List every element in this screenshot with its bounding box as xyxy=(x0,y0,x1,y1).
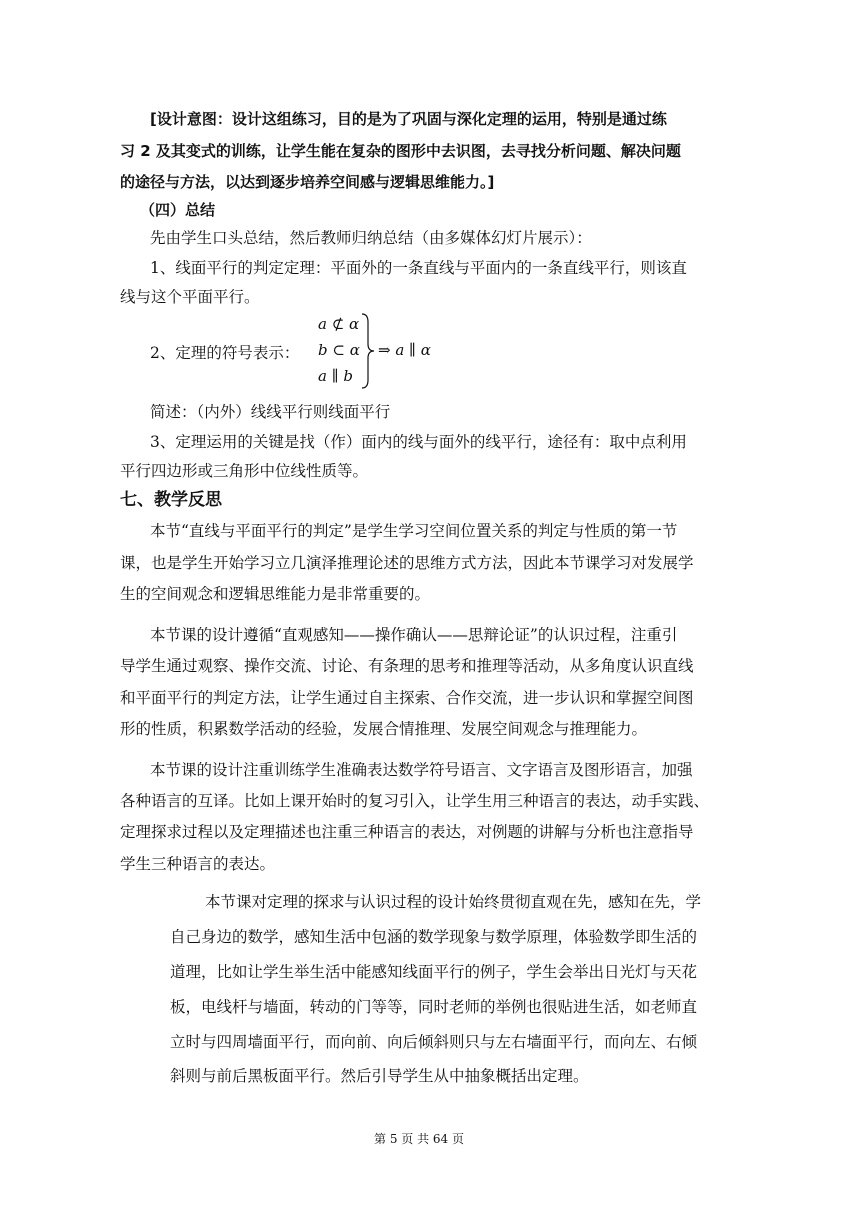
right-brace-icon xyxy=(360,312,376,390)
reflection-p2-line-1: 本节课的设计遵循“直观感知——操作确认——思辩论证”的认识过程，注重引 xyxy=(150,626,678,644)
summary-heading: （四）总结 xyxy=(140,201,216,219)
design-intent-line-2: 习 2 及其变式的训练，让学生能在复杂的图形中去识图，去寻找分析问题、解决问题 xyxy=(120,142,681,160)
reflection-p4-line-5: 立时与四周墙面平行，而向前、向后倾斜则只与左右墙面平行，而向左、右倾 xyxy=(170,1033,698,1051)
reflection-p4-line-6: 斜则与前后黑板面平行。然后引导学生从中抽象概括出定理。 xyxy=(170,1067,589,1085)
reflection-p4-line-1: 本节课对定理的探求与认识过程的设计始终贯彻直观在先，感知在先，学 xyxy=(205,893,702,911)
design-intent-line-3: 的途径与方法，以达到逐步培养空间感与逻辑思维能力。] xyxy=(120,173,495,191)
summary-item1-line1: 1、线面平行的判定定理：平面外的一条直线与平面内的一条直线平行，则该直 xyxy=(150,259,687,277)
summary-brief: 简述：（内外）线线平行则线面平行 xyxy=(150,403,391,421)
reflection-p3-line-2: 各种语言的互译。比如上课开始时的复习引入，让学生用三种语言的表达，动手实践、 xyxy=(120,792,710,810)
reflection-p4-line-4: 板，电线杆与墙面，转动的门等等，同时老师的举例也很贴进生活，如老师直 xyxy=(170,998,698,1016)
reflection-p3-line-4: 学生三种语言的表达。 xyxy=(120,855,276,873)
summary-item3-line1: 3、定理运用的关键是找（作）面内的线与面外的线平行，途径有：取中点利用 xyxy=(150,433,687,451)
reflection-p1-line-2: 课，也是学生开始学习立几演泽推理论述的思维方式方法，因此本节课学习对发展学 xyxy=(120,554,694,572)
reflection-p2-line-3: 和平面平行的判定方法，让学生通过自主探索、合作交流，进一步认识和掌握空间图 xyxy=(120,689,694,707)
summary-item3-line2: 平行四边形或三角形中位线性质等。 xyxy=(120,462,369,480)
formula-condition-3: a ∥ b xyxy=(318,367,354,385)
reflection-p3-line-1: 本节课的设计注重训练学生准确表达数学符号语言、文字语言及图形语言，加强 xyxy=(150,761,693,779)
reflection-heading: 七、教学反思 xyxy=(120,490,222,510)
summary-item1-line2: 线与这个平面平行。 xyxy=(120,288,260,306)
page-footer: 第 5 页 共 64 页 xyxy=(374,1132,464,1146)
formula-condition-2: b ⊂ α xyxy=(318,341,360,359)
reflection-p4-line-2: 自己身边的数学，感知生活中包涵的数学现象与数学原理，体验数学即生活的 xyxy=(170,928,698,946)
reflection-p4-line-3: 道理，比如让学生举生活中能感知线面平行的例子，学生会举出日光灯与天花 xyxy=(170,963,698,981)
formula-result: ⇒ a ∥ α xyxy=(378,341,431,359)
formula-condition-1: a ⊄ α xyxy=(318,315,360,333)
summary-intro: 先由学生口头总结，然后教师归纳总结（由多媒体幻灯片展示）： xyxy=(150,229,592,247)
reflection-p1-line-3: 生的空间观念和逻辑思维能力是非常重要的。 xyxy=(120,585,431,603)
summary-item2-label: 2、定理的符号表示： xyxy=(150,344,300,362)
reflection-p2-line-2: 导学生通过观察、操作交流、讨论、有条理的思考和推理等活动，从多角度认识直线 xyxy=(120,657,694,675)
reflection-p3-line-3: 定理探求过程以及定理描述也注重三种语言的表达，对例题的讲解与分析也注意指导 xyxy=(120,823,694,841)
reflection-p1-line-1: 本节“直线与平面平行的判定”是学生学习空间位置关系的判定与性质的第一节 xyxy=(150,522,678,540)
design-intent-line-1: [设计意图：设计这组练习，目的是为了巩固与深化定理的运用，特别是通过练 xyxy=(150,110,667,128)
reflection-p2-line-4: 形的性质，积累数学活动的经验，发展合情推理、发展空间观念与推理能力。 xyxy=(120,720,648,738)
